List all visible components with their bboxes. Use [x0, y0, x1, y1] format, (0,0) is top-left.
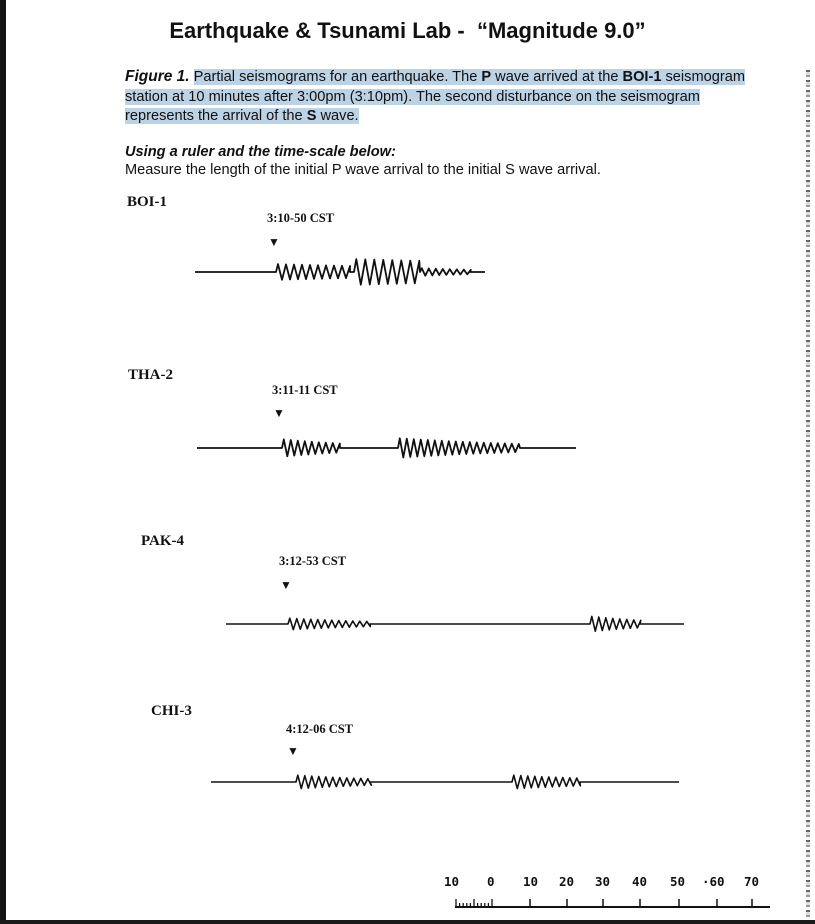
time-scale-ruler	[455, 899, 770, 907]
seismogram-trace-tha2	[197, 438, 576, 457]
time-scale-label: 70	[744, 874, 760, 889]
station-label-tha2: THA-2	[128, 367, 173, 383]
arrow-down-icon: ▼	[287, 744, 299, 758]
seismogram-trace-boi1	[195, 259, 485, 285]
arrival-time-boi1: 3:10-50 CST	[267, 211, 335, 225]
time-scale-label: 30	[595, 874, 611, 889]
figure-label: Figure 1.	[125, 68, 190, 85]
time-scale-label: 10	[523, 874, 539, 889]
arrival-time-chi3: 4:12-06 CST	[286, 722, 354, 736]
seismogram-trace-pak4	[226, 616, 684, 631]
caption-text-1: Partial seismograms for an earthquake. The	[193, 69, 482, 85]
caption-s-wave: S	[306, 108, 317, 124]
time-scale-ticks	[456, 899, 752, 907]
time-scale-label: 20	[559, 874, 575, 889]
caption-p-wave: P	[481, 69, 492, 85]
station-label-pak4: PAK-4	[141, 533, 185, 549]
page-title: Earthquake & Tsunami Lab - “Magnitude 9.0”	[169, 18, 646, 43]
caption-text-4: wave.	[316, 108, 359, 124]
time-scale-label: 50	[670, 874, 686, 889]
seismogram-trace-chi3	[211, 775, 679, 788]
instructions-body: Measure the length of the initial P wave arrival to the initial S wave arrival.	[125, 162, 601, 178]
station-label-chi3: CHI-3	[151, 703, 192, 719]
instructions-heading: Using a ruler and the time-scale below:	[125, 144, 396, 160]
arrival-time-tha2: 3:11-11 CST	[272, 383, 338, 397]
arrow-down-icon: ▼	[268, 235, 280, 249]
station-label-boi1: BOI-1	[127, 194, 168, 210]
caption-text-3: seismogram station at 10 minutes after 3:00pm (3:10pm). The second disturbance on the seismogram represents the arrival of the	[125, 69, 745, 124]
time-scale-label: ·60	[702, 874, 725, 889]
time-scale-label: 10	[444, 874, 460, 889]
arrow-down-icon: ▼	[280, 578, 292, 592]
caption-text-2: wave arrived at the	[491, 69, 623, 85]
time-scale-label: 0	[487, 874, 495, 889]
time-scale-label: 40	[632, 874, 648, 889]
caption-station: BOI-1	[622, 69, 662, 85]
arrow-down-icon: ▼	[273, 406, 285, 420]
arrival-time-pak4: 3:12-53 CST	[279, 554, 347, 568]
